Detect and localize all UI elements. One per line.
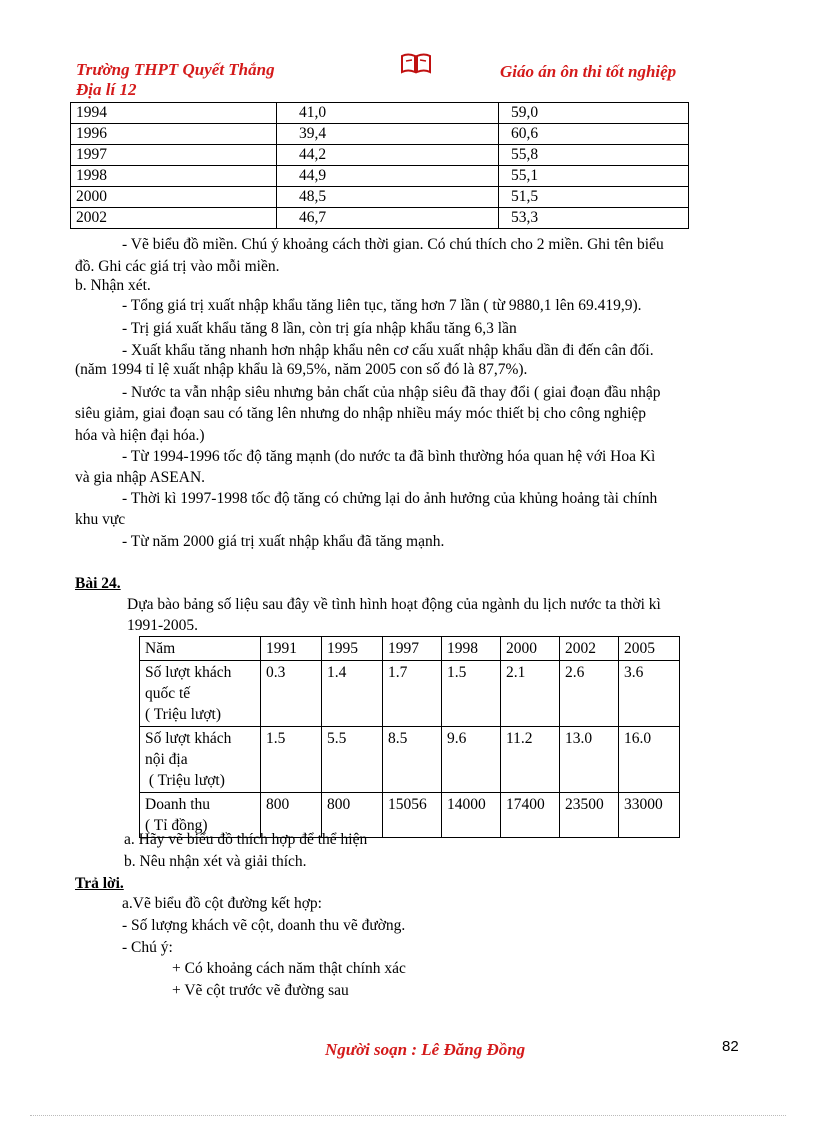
table-row [71,103,689,124]
footer-author: Người soạn : Lê Đăng Đồng [325,1040,526,1059]
table-header-cell: 2005 [619,637,680,661]
table-cell: 53,3 [499,208,689,229]
exercise-heading: Bài 24. [75,575,121,592]
table-cell: 800 [322,793,383,838]
table-row [71,124,689,145]
row-label-cell [140,661,261,727]
text-line: - Thời kì 1997-1998 tốc độ tăng có chửng lại do ảnh hưởng của khủng hoảng tài chính [122,490,658,507]
row-label-line: quốc tế [145,685,191,702]
header-title: Giáo án ôn thi tốt nghiệp [500,62,677,81]
page-number: 82 [722,1038,739,1055]
text-line: khu vực [75,511,126,528]
text-line: siêu giảm, giai đoạn sau có tăng lên nhưng do nhập nhiều máy móc thiết bị cho công nghiệp [75,405,647,422]
answer-line: a.Vẽ biểu đồ cột đường kết hợp: [122,895,322,912]
text-line: - Xuất khẩu tăng nhanh hơn nhập khẩu nên cơ cấu xuất nhập khẩu dần đi đến cân đối. [122,342,654,359]
answer-line: - Chú ý: [122,939,173,956]
table-header-cell: 2002 [560,637,619,661]
table-cell: 48,5 [277,187,499,208]
question-b: b. Nêu nhận xét và giải thích. [124,853,307,870]
table-cell: 5.5 [322,727,383,793]
table-cell: 1.5 [442,661,501,727]
answer-line: - Số lượng khách vẽ cột, doanh thu vẽ đường. [122,917,406,934]
table-cell: 800 [261,793,322,838]
table-cell: 0.3 [261,661,322,727]
header-school [76,60,275,100]
school-name: Trường THPT Quyết Thắng [76,60,275,79]
table-cell: 1.4 [322,661,383,727]
answer-line: + Có khoảng cách năm thật chính xác [172,960,406,977]
table-row [71,145,689,166]
text-line: - Trị giá xuất khẩu tăng 8 lần, còn trị gía nhập khẩu tăng 6,3 lần [122,320,517,337]
table-cell: 13.0 [560,727,619,793]
row-label-line: ( Triệu lượt) [145,706,222,723]
text-line: hóa và hiện đại hóa.) [75,427,205,444]
table-cell: 8.5 [383,727,442,793]
table-header-cell: Năm [140,637,261,661]
table-cell: 1997 [71,145,277,166]
text-line: (năm 1994 tỉ lệ xuất nhập khẩu là 69,5%, năm 2005 con số đó là 87,7%). [75,361,528,378]
table-cell: 2002 [71,208,277,229]
table-cell: 46,7 [277,208,499,229]
table-header-cell: 1998 [442,637,501,661]
subject-name: Địa lí 12 [76,80,137,99]
table-cell: 17400 [501,793,560,838]
table-cell: 60,6 [499,124,689,145]
book-emblem-icon [400,52,432,79]
table-cell: 51,5 [499,187,689,208]
answer-line: + Vẽ cột trước vẽ đường sau [172,982,349,999]
row-label-line: ( Triệu lượt) [145,772,225,789]
text-line: - Tổng giá trị xuất nhập khẩu tăng liên tục, tăng hơn 7 lần ( từ 9880,1 lên 69.419,9). [122,297,642,314]
table-cell: 1994 [71,103,277,124]
table-cell: 33000 [619,793,680,838]
table-cell: 2.1 [501,661,560,727]
table-cell: 39,4 [277,124,499,145]
table-cell: 44,2 [277,145,499,166]
table-cell: 9.6 [442,727,501,793]
table-row [71,166,689,187]
table-cell: 44,9 [277,166,499,187]
table-cell: 1.5 [261,727,322,793]
table-cell: 11.2 [501,727,560,793]
tourism-table [139,636,680,838]
table-row [140,727,680,793]
table-cell: 55,8 [499,145,689,166]
row-label-line: Doanh thu [145,796,211,813]
table-cell: 14000 [442,793,501,838]
row-label-line: nội địa [145,751,188,768]
text-line: và gia nhập ASEAN. [75,469,206,486]
export-import-table [70,102,689,229]
row-label-line: Số lượt khách [145,730,232,747]
table-row [71,208,689,229]
table-cell: 15056 [383,793,442,838]
table-cell: 3.6 [619,661,680,727]
table-cell: 2.6 [560,661,619,727]
table-header-cell: 1995 [322,637,383,661]
text-line: - Vẽ biểu đồ miền. Chú ý khoảng cách thời gian. Có chú thích cho 2 miền. Ghi tên biểu [122,236,664,253]
table-cell: 59,0 [499,103,689,124]
text-line: đồ. Ghi các giá trị vào mỗi miền. [75,258,280,275]
answer-heading: Trả lời. [75,875,124,892]
text-line: b. Nhận xét. [75,277,151,294]
table-cell: 55,1 [499,166,689,187]
table-row [71,187,689,208]
page-divider [30,1115,786,1116]
row-label-line: Số lượt khách [145,664,232,681]
table-cell: 16.0 [619,727,680,793]
table-cell: 1996 [71,124,277,145]
table-cell: 23500 [560,793,619,838]
table-header-cell: 1997 [383,637,442,661]
table-cell: 1.7 [383,661,442,727]
table-header-cell: 2000 [501,637,560,661]
text-line: - Từ 1994-1996 tốc độ tăng mạnh (do nước ta đã bình thường hóa quan hệ với Hoa Kì [122,448,656,465]
table-header-row [140,637,680,661]
table-header-cell: 1991 [261,637,322,661]
text-line: - Từ năm 2000 giá trị xuất nhập khẩu đã tăng mạnh. [122,533,445,550]
table-cell: 2000 [71,187,277,208]
table-cell: 41,0 [277,103,499,124]
row-label-line: ( Tỉ đồng) [145,817,208,834]
question-a: a. Hãy vẽ biểu đồ thích hợp để thể hiện [124,831,368,848]
exercise-intro: 1991-2005. [127,617,199,634]
exercise-intro: Dựa bào bảng số liệu sau đây về tình hình hoạt động của ngành du lịch nước ta thời kì [127,596,661,613]
text-line: - Nước ta vẫn nhập siêu nhưng bản chất của nhập siêu đã thay đổi ( giai đoạn đầu nhập [122,384,661,401]
table-row [140,661,680,727]
row-label-cell [140,727,261,793]
table-cell: 1998 [71,166,277,187]
